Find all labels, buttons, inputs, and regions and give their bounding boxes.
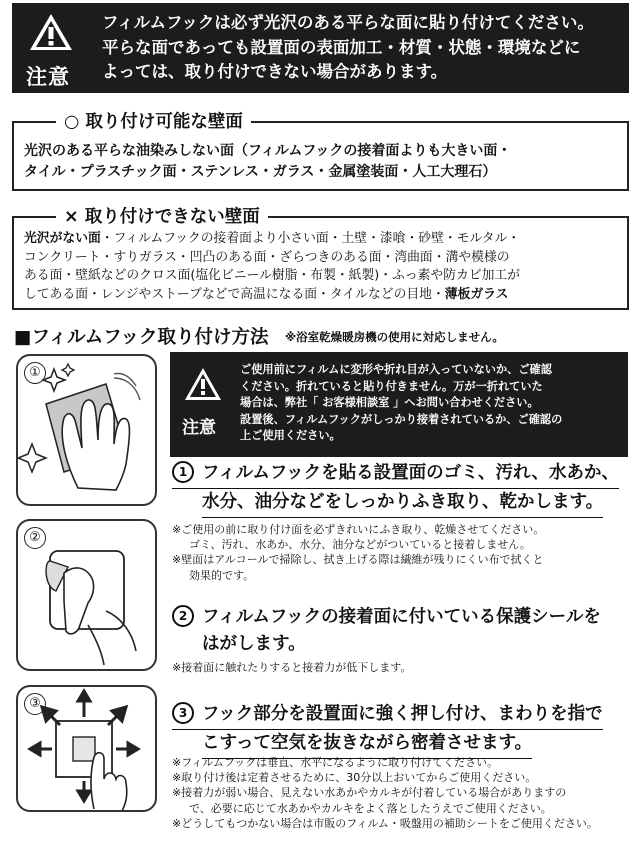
note-line: ※ご使用の前に取り付け面を必ずきれいにふき取り、乾燥させてください。: [172, 523, 545, 536]
impossible-walls-text: [24, 230, 520, 304]
note-line: ※接着力が弱い場合、見えない水あかやカルキが付着している場合がありますの: [172, 786, 567, 800]
warning-banner: [12, 3, 629, 93]
caution-line: ご使用前にフィルムに変形や折れ目が入っていないか、ご確認: [240, 363, 552, 376]
emphasis-text: 薄板ガラス: [444, 286, 509, 302]
caution-line: 場合は、弊社「 お客様相談室 」へお問い合わせください。: [240, 396, 539, 409]
step-number-circle: 2: [172, 605, 194, 627]
note-line: ※フィルムフックは垂直、水平になるように取り付けてください。: [172, 756, 499, 769]
impossible-walls-line: [24, 286, 520, 305]
possible-walls-line: タイル・プラスチック面・ステンレス・ガラス・金属塗装面・人工大理石）: [24, 164, 497, 180]
step-title-line: 水分、油分などをしっかりふき取り、乾かします。: [202, 489, 603, 518]
peeling-sheet-icon: [18, 521, 155, 669]
step1-title: [172, 460, 619, 518]
pressing-hook-icon: [18, 687, 155, 810]
warning-line: よっては、取り付けできない場合があります。: [102, 62, 448, 81]
warning-text: [102, 11, 594, 85]
note-line: ※取り付け後は定着させるために、30分以上おいてからご使用ください。: [172, 771, 537, 785]
method-heading: ■フィルムフック取り付け方法: [14, 327, 269, 348]
step-number-badge: ①: [24, 362, 46, 384]
hook-icon: [73, 737, 95, 761]
impossible-walls-line: [24, 230, 520, 249]
note-line: ※壁面はアルコールで掃除し、拭き上げる際は繊維が残りにくい布で拭くと: [172, 553, 544, 567]
possible-walls-title: ○ 取り付け可能な壁面: [56, 108, 251, 133]
step-title-line: フック部分を設置面に強く押し付け、まわりを指で: [202, 704, 603, 724]
note-line: 効果的です。: [189, 568, 255, 582]
caution-text: [240, 362, 562, 445]
step-number-badge: ②: [24, 527, 46, 549]
possible-walls-line: 光沢のある平らな油染みしない面（フィルムフックの接着面よりも大きい面・: [24, 143, 512, 159]
impossible-walls-line: ある面・壁紙などのクロス面(塩化ビニール樹脂・布製・紙製)・ふっ素や防カビ加工が: [24, 268, 521, 283]
note-line: ※どうしてもつかない場合は市販のフィルム・吸盤用の補助シートをご使用ください。: [172, 816, 598, 830]
step3-title: [172, 701, 603, 759]
step2-title: [172, 604, 601, 658]
line-text: してある面・レンジやストーブなどで高温になる面・タイルなどの目地・: [24, 286, 445, 302]
method-note: ※浴室乾燥暖房機の使用に対応しません。: [285, 330, 504, 344]
impossible-walls-title: × 取り付けできない壁面: [56, 203, 268, 228]
sparkle-icon: [62, 364, 74, 376]
step3-notes: [172, 755, 598, 831]
warning-triangle-icon: [183, 366, 223, 402]
step1-notes: [172, 522, 544, 583]
line-text: ・フィルムフックの接着面より小さい面・土壁・漆喰・砂壁・モルタル・: [100, 231, 521, 246]
emphasis-text: 光沢がない面: [24, 231, 101, 246]
step3-illustration: [16, 685, 157, 812]
step-title-line: フィルムフックを貼る設置面のゴミ、汚れ、水あか、: [202, 463, 620, 483]
caution-line: 上ご使用ください。: [240, 429, 341, 442]
warning-line: 平らな面であっても設置面の表面加工・材質・状態・環境などに: [102, 37, 581, 57]
step-number-circle: 3: [172, 702, 194, 724]
step-title-line: フィルムフックの接着面に付いている保護シールを: [202, 607, 601, 627]
impossible-walls-line: コンクリート・すりガラス・凹凸のある面・ざらつきのある面・湾曲面・溝や模様の: [24, 249, 510, 265]
caution-label: 注意: [182, 418, 216, 438]
step-number-circle: 1: [172, 461, 194, 483]
sparkle-icon: [43, 369, 65, 391]
note-line: ゴミ、汚れ、水あか、水分、油分などがついていると接着しません。: [189, 538, 531, 552]
wiping-hand-icon: [18, 356, 155, 504]
warning-line: フィルムフックは必ず光沢のある平らな面に貼り付けてください。: [102, 13, 594, 32]
note-line: で、必要に応じて水あかやカルキをよく落としたうえでご使用ください。: [189, 801, 552, 815]
caution-panel: [170, 352, 628, 457]
caution-line: 設置後、フィルムフックがしっかり接着されているか、ご確認の: [240, 412, 563, 426]
sparkle-icon: [18, 444, 46, 472]
step2-notes: [172, 660, 411, 675]
step-title-line: はがします。: [202, 634, 306, 654]
caution-line: ください。折れていると貼り付きません。万が一折れていた: [240, 379, 543, 393]
possible-walls-text: [24, 141, 511, 183]
note-line: ※接着面に触れたりすると接着力が低下します。: [172, 661, 412, 674]
step1-illustration: [16, 354, 157, 506]
step2-illustration: [16, 519, 157, 671]
step-title-line: こすって空気を抜きながら密着させます。: [202, 730, 532, 759]
warning-label: 注意: [26, 65, 70, 89]
step-number-badge: ③: [24, 693, 46, 715]
warning-triangle-icon: [28, 11, 74, 53]
